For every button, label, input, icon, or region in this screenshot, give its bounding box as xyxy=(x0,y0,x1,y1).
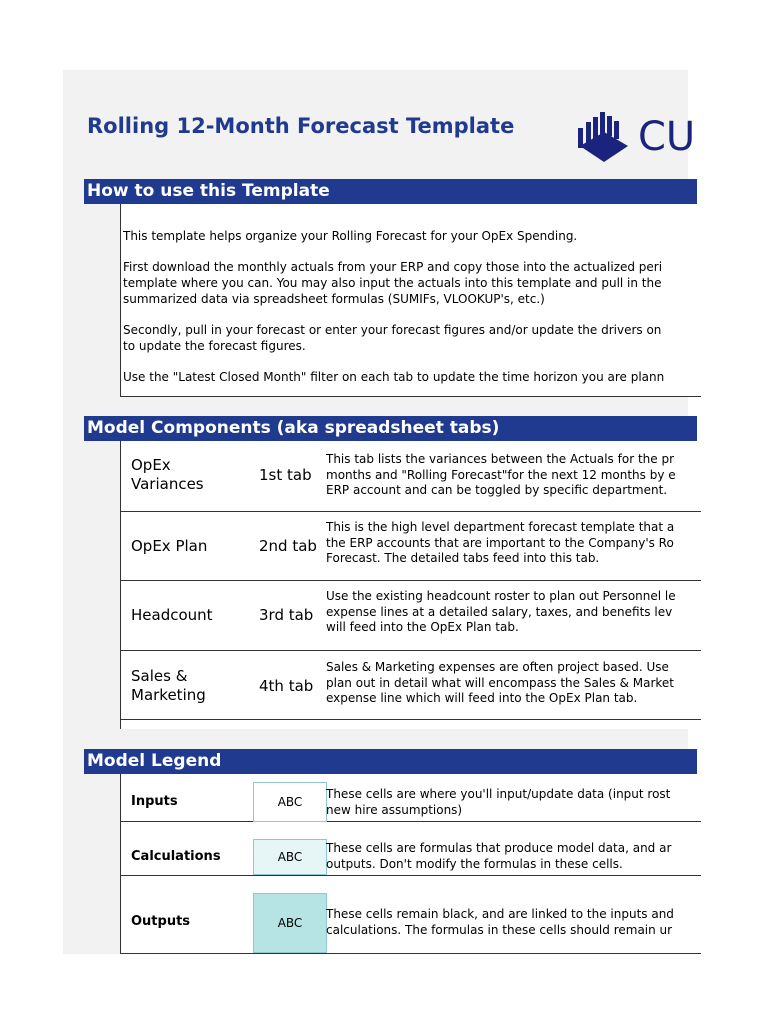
legend-desc: These cells are formulas that produce model data, and ar outputs. Don't modify the formulas in these cells. xyxy=(326,841,672,871)
legend-swatch: ABC xyxy=(253,893,327,953)
legend-desc: These cells are where you'll input/update data (input rost new hire assumptions) xyxy=(326,787,671,817)
component-desc: This is the high level department forecast template that a the ERP accounts that are important to the Company's Ro Forecast. The detailed tabs feed into this tab. xyxy=(326,520,675,565)
component-desc: Sales & Marketing expenses are often project based. Use plan out in detail what will encompass the Sales & Market expense line which will feed into the OpEx Plan tab. xyxy=(326,660,674,705)
component-row xyxy=(121,581,701,651)
components-box xyxy=(120,441,701,729)
component-tab: 3rd tab xyxy=(259,606,314,624)
legend-row xyxy=(121,822,701,876)
howto-paragraph-3: Secondly, pull in your forecast or enter your forecast figures and/or update the drivers on to update the forecast figures. xyxy=(123,323,662,353)
legend-heading: Model Legend xyxy=(84,749,697,774)
component-row xyxy=(121,651,701,720)
spreadsheet-page xyxy=(63,70,696,954)
page-title: Rolling 12-Month Forecast Template xyxy=(87,114,515,138)
logo-wordmark: CU xyxy=(638,114,696,160)
component-name: OpEx Plan xyxy=(131,537,208,555)
components-heading: Model Components (aka spreadsheet tabs) xyxy=(84,416,697,441)
component-desc: This tab lists the variances between the Actuals for the pr months and "Rolling Forecast"for the next 12 months by e ERP account and can be toggled by specific department. xyxy=(326,452,676,497)
legend-row xyxy=(121,876,701,952)
company-logo xyxy=(578,108,718,168)
howto-paragraph-2: First download the monthly actuals from your ERP and copy those into the actualized peri template where you can. You may also input the actuals into this template and pull in the summarized data via spreadsheet formulas (SUMIFs, VLOOKUP's, etc.) xyxy=(123,260,663,306)
legend-box xyxy=(120,774,701,954)
legend-name: Inputs xyxy=(131,794,178,809)
component-name: Headcount xyxy=(131,606,213,624)
component-name: Sales & Marketing xyxy=(131,667,206,704)
component-name: OpEx Variances xyxy=(131,456,204,493)
howto-box xyxy=(120,204,701,397)
howto-heading: How to use this Template xyxy=(84,179,697,204)
component-tab: 1st tab xyxy=(259,466,312,484)
howto-paragraph-1: This template helps organize your Rolling Forecast for your OpEx Spending. xyxy=(123,229,578,243)
legend-desc: These cells remain black, and are linked to the inputs and calculations. The formulas in these cells should remain ur xyxy=(326,907,674,937)
legend-name: Calculations xyxy=(131,849,221,864)
legend-name: Outputs xyxy=(131,914,191,929)
component-desc: Use the existing headcount roster to plan out Personnel le expense lines at a detailed salary, taxes, and benefits lev will feed into the OpEx Plan tab. xyxy=(326,589,676,634)
cube-logo-icon xyxy=(578,112,630,168)
component-row xyxy=(121,441,701,512)
component-tab: 2nd tab xyxy=(259,537,317,555)
component-tab: 4th tab xyxy=(259,677,314,695)
component-row xyxy=(121,512,701,581)
legend-row xyxy=(121,774,701,822)
legend-swatch: ABC xyxy=(253,782,327,822)
legend-swatch: ABC xyxy=(253,839,327,875)
howto-paragraph-4: Use the "Latest Closed Month" filter on each tab to update the time horizon you are plann xyxy=(123,370,665,384)
